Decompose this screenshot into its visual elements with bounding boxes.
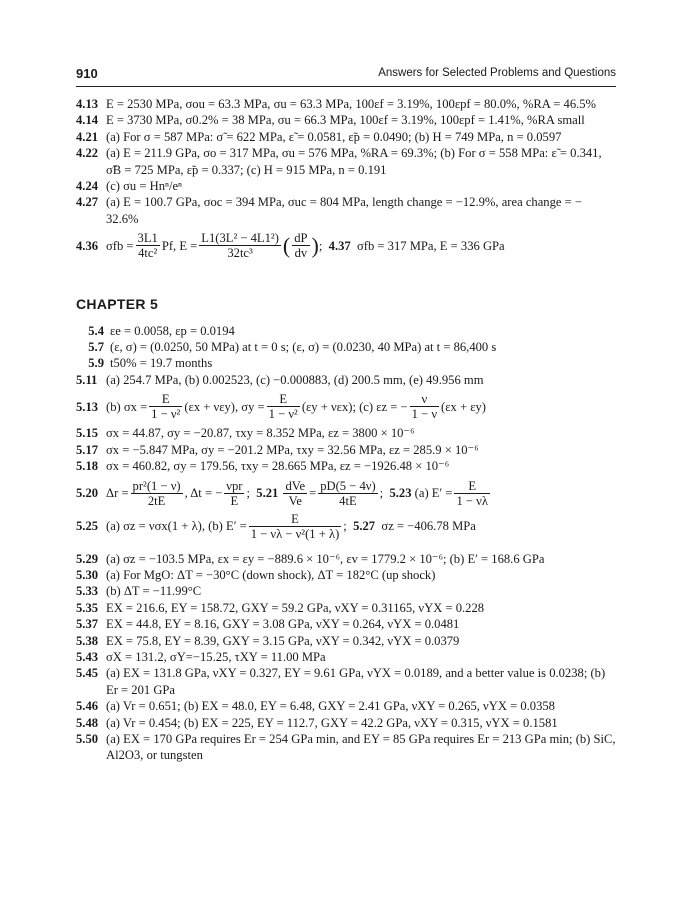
problem-number: 5.13 [76,399,99,414]
chapter5-answers [76,323,616,764]
answer-item-formula [76,512,616,541]
problem-number: 5.25 [76,518,99,533]
problem-number: 4.24 [76,179,99,194]
answer-text: EX = 75.8, EY = 8.39, GXY = 3.15 GPa, νXY = 0.342, νYX = 0.0379 [106,633,460,648]
fraction [249,512,342,541]
problem-number: 5.27 [353,518,376,533]
answer-text: (b) ΔT = −11.99°C [106,584,202,599]
fraction-numerator: pD(5 − 4ν) [320,478,376,493]
answer-item [76,339,616,355]
chapter-heading: CHAPTER 5 [76,296,159,313]
formula-text: σz = −406.78 MPa [381,518,476,533]
problem-number: 5.37 [76,617,99,632]
fraction [224,479,244,508]
answer-item [76,665,616,698]
fraction-denominator: 32tc³ [227,246,253,261]
separator: ; [246,485,257,500]
problem-number: 5.38 [76,633,99,648]
problem-number: 5.18 [76,459,99,474]
answer-text: (a) E = 211.9 GPa, σo = 317 MPa, σu = 576 MPa, %RA = 69.3%; (b) For σ = 558 MPa: ε̃ = 0.341, σ̃B = 725 MPa, ε̃p = 0.337; (c) H = 915 MPa, n = 0.191 [106,146,602,177]
fraction-denominator: 4tE [339,493,357,508]
formula-text: Pf, E = [161,238,198,253]
fraction [199,231,281,260]
problem-number: 5.20 [76,485,99,500]
problem-number: 5.21 [256,485,279,500]
fraction-denominator: 4tc² [138,246,158,261]
answer-item [76,458,616,474]
answer-item-formula [76,231,616,260]
problem-number: 5.4 [88,323,104,338]
answer-text: (a) For σ = 587 MPa: σ̃ = 622 MPa, ε̃ = 0.0581, ε̃p = 0.0490; (b) H = 749 MPa, n = 0.0597 [106,129,562,144]
separator: ; [379,485,390,500]
fraction-numerator: E [267,392,300,407]
fraction-numerator: L1(3L² − 4L1²) [201,231,279,246]
fraction-denominator: 1 − ν [411,407,438,422]
answer-text: (a) EX = 170 GPa requires Er = 254 GPa min, and EY = 85 GPa requires Er = 213 GPa min; (b) SiC, Al2O3, or tungsten [106,731,616,763]
answer-text: EX = 216.6, EY = 158.72, GXY = 59.2 GPa, νXY = 0.31165, νYX = 0.228 [106,600,485,615]
answer-item [76,194,616,227]
problem-number: 5.46 [76,699,99,714]
page-header [76,64,616,87]
fraction-denominator: dv [294,246,308,261]
answer-text: E = 3730 MPa, σ0.2% = 38 MPa, σu = 66.3 MPa, 100εf = 3.19%, 100εpf = 1.41%, %RA small [106,113,585,128]
answer-item [76,129,616,145]
answer-item [76,96,616,112]
problem-number: 5.7 [88,340,104,355]
answer-item [76,425,616,441]
answer-item [76,145,616,178]
answer-item-formula [76,479,616,508]
problem-number: 5.9 [88,356,104,371]
problem-number: 4.27 [76,195,99,210]
answer-text: (a) E = 100.7 GPa, σoc = 394 MPa, σuc = 804 MPa, length change = −12.9%, area change = − 32.6% [106,195,582,226]
answer-text: (a) For MgO: ΔT = −30°C (down shock), ΔT = 182°C (up shock) [106,567,436,582]
answer-text: E = 2530 MPa, σou = 63.3 MPa, σu = 63.3 MPa, 100εf = 3.19%, 100εpf = 80.0%, %RA = 46.5% [106,97,597,111]
formula-text: (a) E′ = [414,485,453,500]
answer-item [76,551,616,567]
formula-text: Δr = [106,485,129,500]
fraction-numerator: dP [294,231,308,246]
fraction-numerator: ν [410,392,439,407]
answer-item-formula [76,392,616,421]
fraction [410,392,439,421]
answer-item [76,649,616,665]
fraction-denominator: 1 − ν² [151,407,181,422]
answer-text: εe = 0.0058, εp = 0.0194 [110,323,235,338]
fraction-numerator: pr²(1 − ν) [132,478,181,493]
separator: ; [343,518,354,533]
page-number: 910 [76,66,98,81]
fraction-denominator: E [230,493,239,508]
fraction-denominator: 1 − νλ − ν²(1 + λ) [250,526,340,541]
fraction [318,479,377,508]
answer-item [76,323,616,339]
problem-number: 5.45 [76,666,99,681]
formula-text: (εy + νεx); (c) εz = − [301,399,408,414]
fraction-denominator: 1 − νλ [456,493,488,508]
answer-text: (ε, σ) = (0.0250, 50 MPa) at t = 0 s; (ε, σ) = (0.0230, 40 MPa) at t = 86,400 s [110,340,497,355]
fraction-numerator: dVe [285,478,306,493]
problem-number: 4.36 [76,238,99,253]
answer-text: (c) σu = Hnⁿ/eⁿ [106,179,183,194]
problem-number: 5.29 [76,551,99,566]
separator: ; [318,238,329,253]
fraction-numerator: 3L1 [137,231,158,246]
answer-text: (a) Vr = 0.454; (b) EX = 225, EY = 112.7, GXY = 42.2 GPa, νXY = 0.315, νYX = 0.1581 [106,715,558,730]
answer-item [76,616,616,632]
fraction [149,392,182,421]
answer-text: EX = 44.8, EY = 8.16, GXY = 3.08 GPa, νXY = 0.264, νYX = 0.0481 [106,617,460,632]
problem-number: 5.48 [76,715,99,730]
formula-text: , Δt = − [184,485,223,500]
formula-text: (εx + νεy), σy = [184,399,265,414]
problem-number: 4.22 [76,146,99,161]
formula-text: σfb = 317 MPa, E = 336 GPa [357,238,505,253]
fraction-denominator: 2tE [147,493,166,508]
fraction [454,479,490,508]
answer-item [76,112,616,128]
fraction-numerator: E [249,512,342,527]
answer-item [76,355,616,371]
fraction-denominator: 1 − ν² [268,407,298,422]
chapter4-answers [76,96,616,260]
problem-number: 5.33 [76,584,99,599]
problem-number: 4.13 [76,97,99,111]
problem-number: 4.37 [328,238,351,253]
answer-item [76,567,616,583]
fraction [267,392,300,421]
problem-number: 4.14 [76,113,99,128]
fraction-numerator: E [149,392,182,407]
problem-number: 4.21 [76,129,99,144]
answer-item [76,583,616,599]
answer-item [76,600,616,616]
answer-text: (a) Vr = 0.651; (b) EX = 48.0, EY = 6.48, GXY = 2.41 GPa, νXY = 0.265, νYX = 0.0358 [106,699,555,714]
answer-item [76,633,616,649]
formula-text: (b) σx = [106,399,148,414]
problem-number: 5.35 [76,600,99,615]
problem-number: 5.50 [76,731,99,746]
answer-text: σX = 131.2, σY=−15.25, τXY = 11.00 MPa [106,649,326,664]
answer-text: (a) σz = −103.5 MPa, εx = εy = −889.6 × 10⁻⁶, εv = 1779.2 × 10⁻⁶; (b) E′ = 168.6 GPa [106,551,545,566]
answer-item [76,178,616,194]
running-head: Answers for Selected Problems and Questions [378,67,616,79]
answer-item [76,442,616,458]
answer-text: (a) 254.7 MPa, (b) 0.002523, (c) −0.000883, (d) 200.5 mm, (e) 49.956 mm [106,372,484,387]
fraction [283,479,307,508]
fraction-denominator: Ve [288,493,302,508]
formula-text: (εx + εy) [441,399,486,414]
problem-number: 5.15 [76,426,99,441]
formula-text: σfb = [106,238,134,253]
answer-text: t50% = 19.7 months [110,356,213,371]
answer-item [76,698,616,714]
formula-text: = [309,485,317,500]
fraction-numerator: E [454,479,490,494]
answer-item [76,715,616,731]
answer-text: σx = 460.82, σy = 179.56, τxy = 28.665 MPa, εz = −1926.48 × 10⁻⁶ [106,459,450,474]
answers-content [76,96,616,764]
paren: ( [282,232,291,258]
problem-number: 5.23 [389,485,412,500]
answer-text: σx = 44.87, σy = −20.87, τxy = 8.352 MPa, εz = 3800 × 10⁻⁶ [106,426,415,441]
problem-number: 5.43 [76,649,99,664]
paren: ) [311,232,319,258]
problem-number: 5.17 [76,442,99,457]
fraction-numerator: νpr [226,478,243,493]
answer-text: (a) EX = 131.8 GPa, νXY = 0.327, EY = 9.61 GPa, νYX = 0.0189, and a better value is 0.0238; (b) Er = 201 GPa [106,666,606,697]
answer-item [76,731,616,764]
answer-item [76,372,616,388]
fraction [292,231,309,260]
fraction [136,231,160,260]
problem-number: 5.11 [76,372,98,387]
answer-text: σx = −5.847 MPa, σy = −201.2 MPa, τxy = 32.56 MPa, εz = 285.9 × 10⁻⁶ [106,442,479,457]
problem-number: 5.30 [76,567,99,582]
formula-text: (a) σz = νσx(1 + λ), (b) E′ = [106,518,247,533]
fraction [131,479,183,508]
